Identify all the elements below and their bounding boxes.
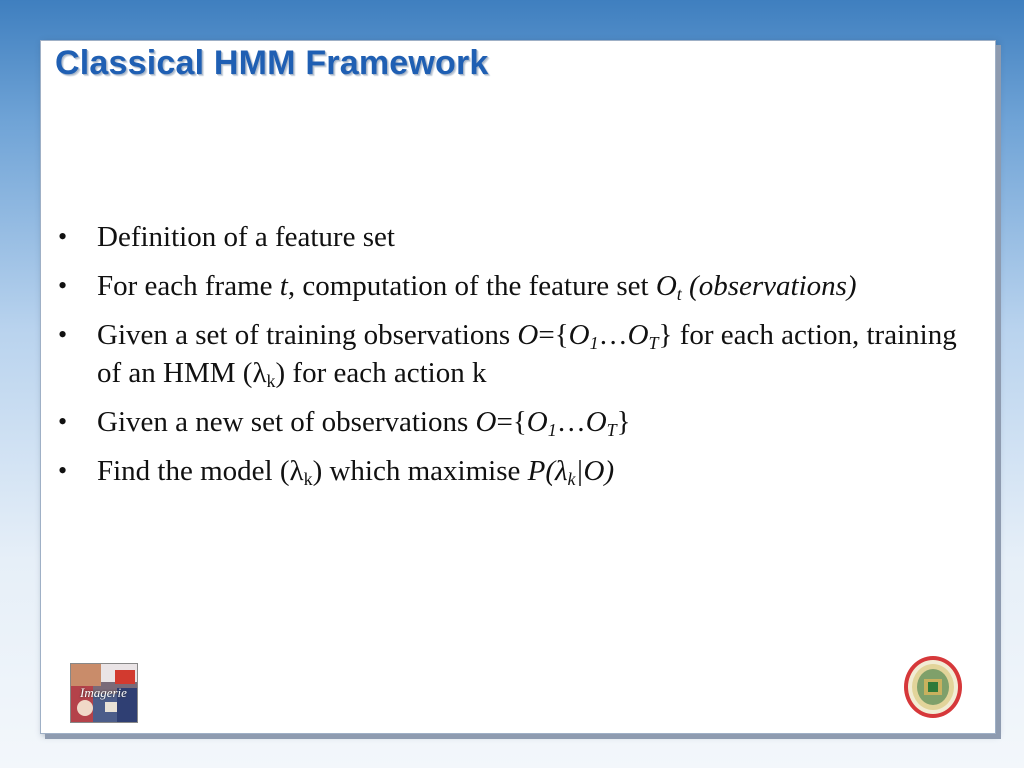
bullet-subscript: [607, 420, 617, 440]
bullet-subscript: k: [266, 371, 276, 392]
bullet-text-italic: t: [676, 284, 682, 305]
bullet-text-italic: |O): [575, 455, 615, 487]
bullet-text: }: [616, 406, 631, 438]
bullet-text: ) which maximise: [312, 455, 528, 487]
bullet-text: , computation of the feature set: [287, 270, 656, 302]
bullet-text: Find the model (λ: [97, 455, 304, 487]
bullet-text-italic: O: [655, 270, 677, 302]
lab-logo: [70, 663, 138, 723]
bullet-subscript: [590, 333, 599, 353]
slide-title: Classical HMM Framework: [55, 44, 489, 82]
bullet-text-italic: 1: [547, 420, 557, 441]
bullet-text: Given a new set of observations: [97, 406, 476, 438]
bullet-subscript: [548, 420, 557, 440]
lab-logo-text: Imagerie: [80, 685, 127, 700]
bullet-text-italic: O: [568, 319, 590, 351]
bullet-text-italic: t: [279, 270, 288, 302]
bullet-item: [58, 316, 958, 392]
bullet-text-italic: (observations): [681, 270, 857, 302]
bullet-text: For each frame: [97, 270, 280, 302]
bullet-subscript: k: [303, 469, 313, 490]
bullet-text: Definition of a feature set: [97, 221, 395, 253]
bullet-item: [58, 267, 958, 305]
bullet-text: ) for each action k: [275, 357, 487, 389]
bullet-text-italic: 1: [589, 333, 599, 354]
bullet-text-italic: O: [627, 319, 649, 351]
bullet-text-italic: k: [567, 469, 576, 490]
bullet-text: } for each action, training of an HMM (λ: [97, 319, 957, 389]
bullet-text: Given a set of training observations: [97, 319, 518, 351]
bullet-text-italic: T: [606, 420, 617, 441]
bullet-list: [58, 218, 958, 501]
bullet-subscript: [649, 333, 659, 353]
bullet-text: ={: [496, 406, 527, 438]
bullet-text-italic: P(λ: [527, 455, 568, 487]
bullet-text-italic: O: [526, 406, 548, 438]
bullet-text-italic: O: [475, 406, 497, 438]
university-seal-icon: [903, 655, 963, 719]
bullet-item: [58, 218, 958, 256]
bullet-item: [58, 403, 958, 441]
bullet-text-italic: O: [517, 319, 539, 351]
bullet-text: …: [598, 319, 628, 351]
bullet-text: ={: [538, 319, 569, 351]
bullet-subscript: [568, 469, 576, 489]
bullet-text: …: [556, 406, 586, 438]
bullet-text-italic: T: [648, 333, 659, 354]
bullet-item: [58, 452, 958, 490]
bullet-text-italic: O: [585, 406, 607, 438]
